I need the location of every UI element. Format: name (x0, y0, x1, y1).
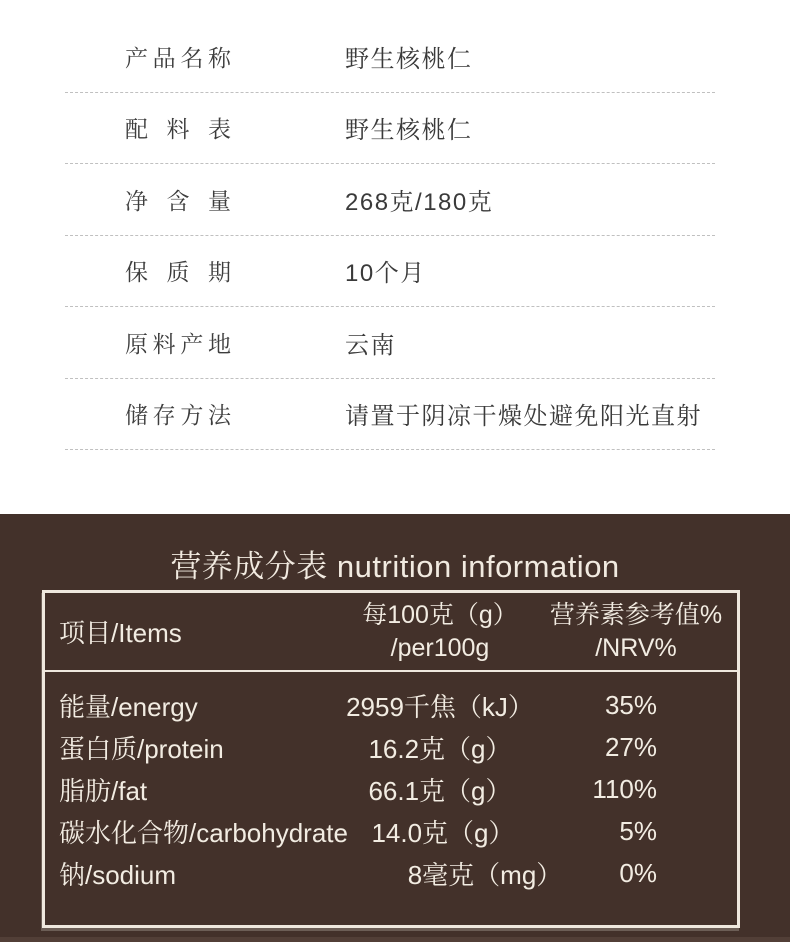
nutrition-table-header (45, 593, 737, 672)
spec-label: 产品名称 (125, 44, 231, 71)
nutrient-name: 脂肪/fat (59, 775, 148, 806)
spec-value: 野生核桃仁 (345, 45, 473, 73)
spec-value: 请置于阴凉干燥处避免阳光直射 (345, 403, 702, 431)
header-per100g (345, 599, 535, 665)
nutrient-amount: 66.1克（g） (368, 775, 512, 806)
nutrient-nrv: 0% (619, 857, 657, 888)
header-nrv-line1: 营养素参考值% (549, 600, 723, 629)
spec-row-product-name (65, 21, 715, 93)
nutrient-nrv: 5% (619, 815, 657, 846)
spec-row-origin (65, 307, 715, 379)
header-nrv (535, 599, 737, 665)
nutrition-section (0, 514, 790, 942)
nutrient-name: 碳水化合物/carbohydrate (59, 817, 348, 848)
nutrient-amount: 2959千焦（kJ） (346, 691, 534, 722)
header-per100g-line1: 每100克（g） (362, 600, 518, 629)
nutrition-table-body (45, 672, 737, 894)
nutrient-nrv: 110% (592, 773, 657, 804)
spec-label: 配 料 表 (125, 116, 231, 143)
nutrition-title: 营养成分表 nutrition information (170, 549, 620, 584)
nutrient-amount: 16.2克（g） (368, 733, 512, 764)
nutrition-row-sodium (45, 852, 737, 894)
spec-row-shelf-life (65, 236, 715, 308)
nutrient-amount: 14.0克（g） (371, 817, 515, 848)
header-nrv-line2: /NRV% (595, 633, 677, 662)
spec-label: 原料产地 (125, 330, 231, 357)
spec-row-net-weight (65, 164, 715, 236)
nutrient-nrv: 35% (604, 689, 657, 720)
product-spec-table (65, 21, 715, 450)
spec-value: 野生核桃仁 (345, 117, 473, 145)
spec-row-storage (65, 379, 715, 451)
nutrition-row-protein (45, 726, 737, 768)
spec-value: 10个月 (345, 260, 426, 288)
nutrition-row-energy (45, 684, 737, 726)
nutrient-nrv: 27% (604, 731, 657, 762)
nutrition-row-fat (45, 768, 737, 810)
nutrition-row-carbohydrate (45, 810, 737, 852)
header-items: 项目/Items (59, 618, 182, 648)
nutrient-amount: 8毫克（mg） (407, 859, 563, 890)
nutrient-name: 钠/sodium (59, 859, 177, 890)
spec-label: 储存方法 (125, 402, 231, 429)
spec-value: 268克/180克 (345, 188, 494, 216)
nutrient-name: 蛋白质/protein (59, 733, 224, 764)
nutrition-table (42, 590, 740, 928)
spec-value: 云南 (345, 331, 396, 359)
spec-label: 保 质 期 (125, 259, 231, 286)
spec-label: 净 含 量 (125, 187, 231, 214)
nutrient-name: 能量/energy (59, 691, 198, 722)
header-per100g-line2: /per100g (390, 633, 490, 662)
spec-row-ingredients (65, 93, 715, 165)
